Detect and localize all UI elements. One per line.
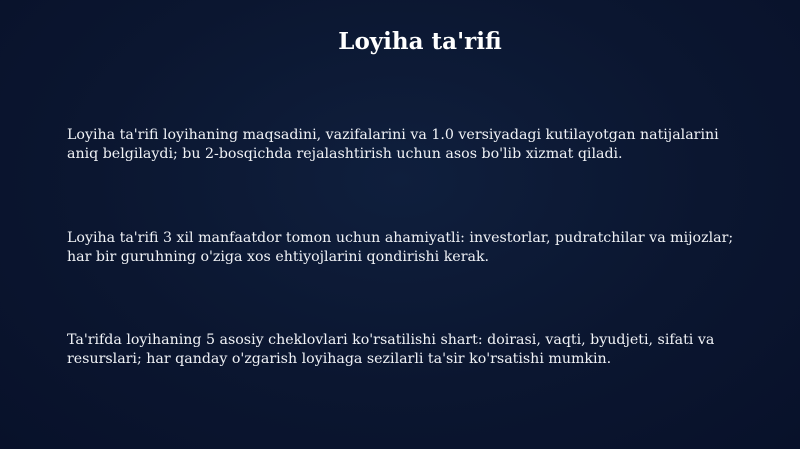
slide-title: Loyiha ta'rifi	[338, 28, 502, 55]
paragraph-2: Loyiha ta'rifi 3 xil manfaatdor tomon uchun ahamiyatli: investorlar, pudratchilar va mijozlar; har bir guruhning o'ziga xos ehtiyojlarini qondirishi kerak.	[67, 230, 734, 265]
paragraph-3: Ta'rifda loyihaning 5 asosiy cheklovlari ko'rsatilishi shart: doirasi, vaqti, byudjeti, sifati va resurslari; har qanday o'zgarish loyihaga sezilarli ta'sir ko'rsatishi mumkin.	[67, 332, 715, 367]
paragraph-1: Loyiha ta'rifi loyihaning maqsadini, vazifalarini va 1.0 versiyadagi kutilayotgan natijalarini aniq belgilaydi; bu 2-bosqichda rejalashtirish uchun asos bo'lib xizmat qiladi.	[67, 127, 719, 162]
